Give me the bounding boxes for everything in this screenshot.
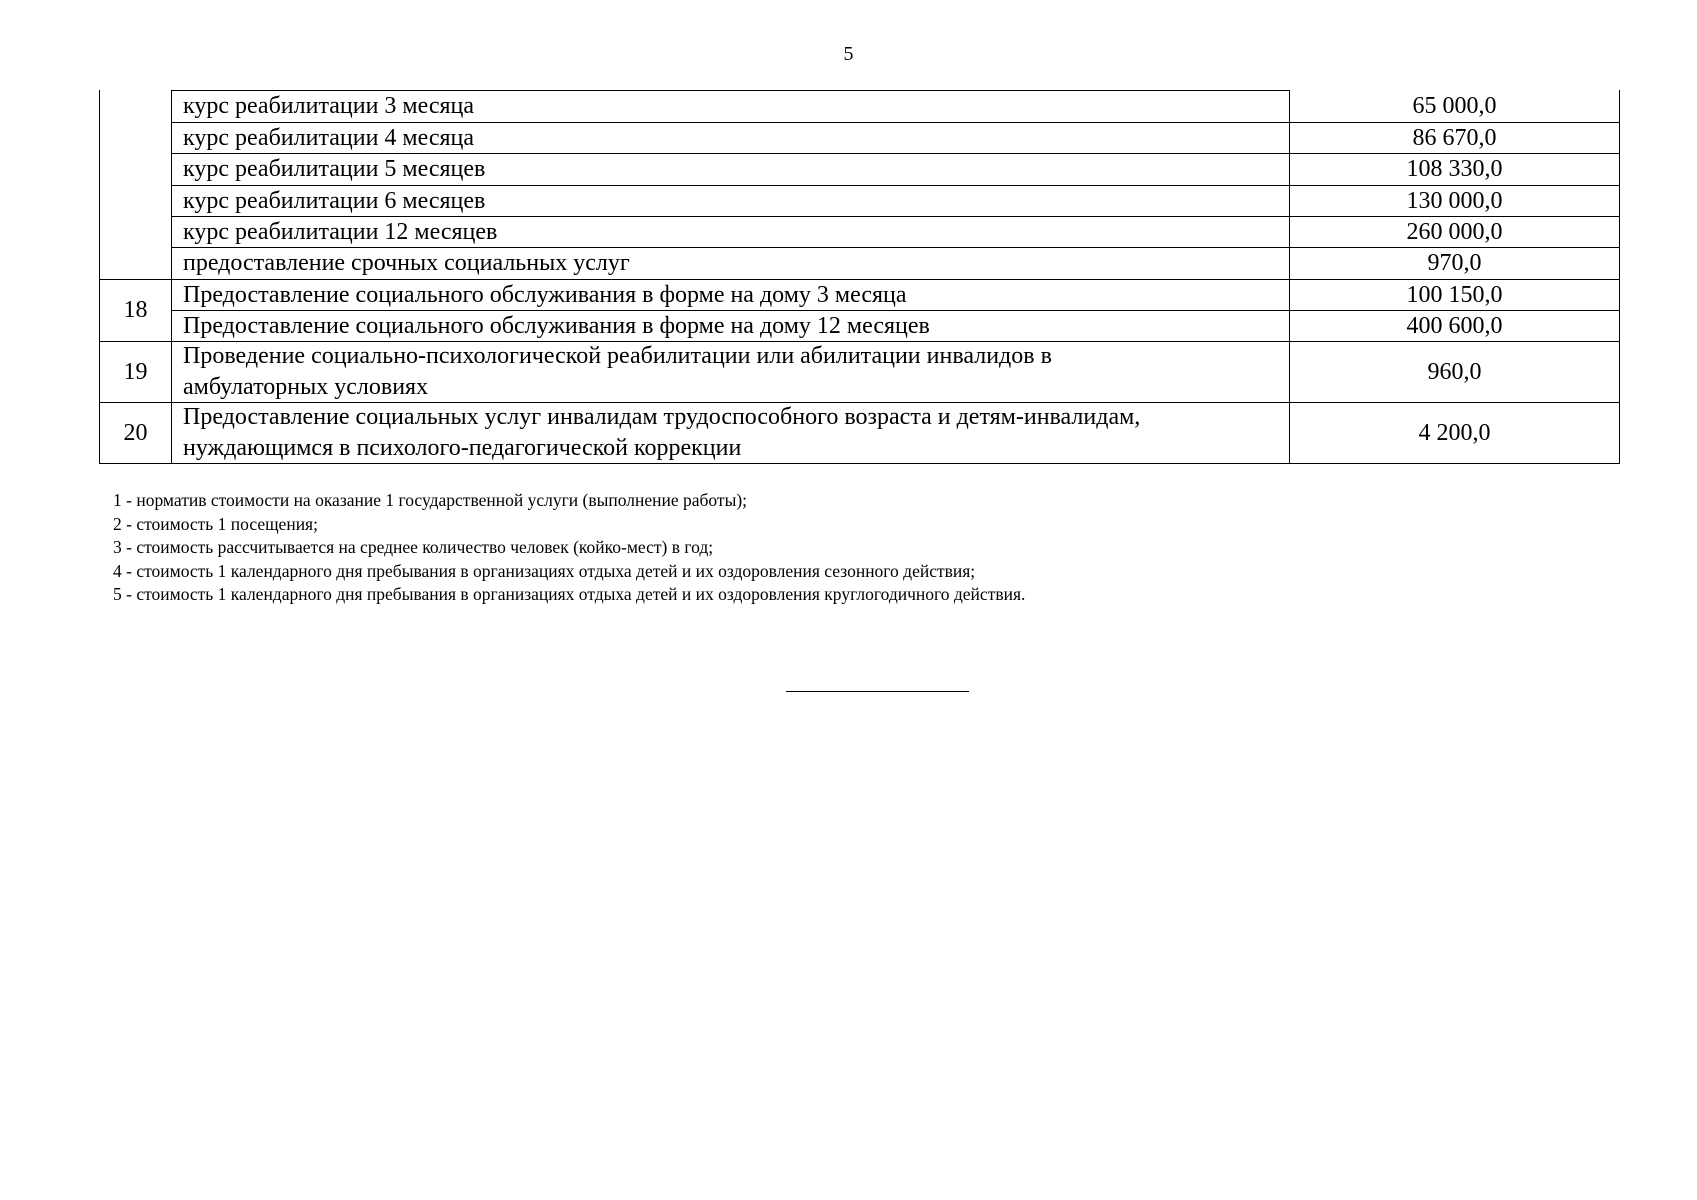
page-number: 5 bbox=[843, 43, 854, 65]
table-border-right bbox=[1619, 90, 1620, 464]
row-number: 18 bbox=[123, 297, 148, 323]
cost-cell: 100 150,0 bbox=[1406, 281, 1503, 308]
footnote: 5 - стоимость 1 календарного дня пребывания в организациях отдыха детей и их оздоровления круглогодичного действия. bbox=[113, 584, 1026, 604]
service-cell: курс реабилитации 12 месяцев bbox=[183, 218, 498, 245]
cost-cell: 970,0 bbox=[1427, 250, 1482, 276]
cost-cell: 400 600,0 bbox=[1406, 312, 1503, 339]
cost-cell: 130 000,0 bbox=[1406, 187, 1503, 214]
service-cell: Предоставление социального обслуживания в форме на дому 12 месяцев bbox=[183, 312, 930, 339]
footnote: 2 - стоимость 1 посещения; bbox=[113, 513, 318, 534]
footnote: 3 - стоимость рассчитывается на среднее количество человек (койко-мест) в год; bbox=[113, 537, 714, 557]
service-cell bbox=[172, 403, 1289, 463]
service-text-line: нуждающимся в психолого-педагогической коррекции bbox=[183, 435, 742, 461]
service-text-line: Предоставление социальных услуг инвалидам трудоспособного возраста и детям-инвалидам, bbox=[183, 404, 1141, 430]
cost-cell: 260 000,0 bbox=[1406, 218, 1503, 245]
cost-cell: 960,0 bbox=[1427, 358, 1482, 385]
cost-cell: 108 330,0 bbox=[1406, 156, 1503, 182]
cost-cell: 86 670,0 bbox=[1412, 124, 1497, 151]
row-number: 20 bbox=[123, 419, 148, 446]
footnotes bbox=[113, 489, 1025, 607]
service-cell: предоставление срочных социальных услуг bbox=[183, 250, 630, 276]
service-cell: курс реабилитации 4 месяца bbox=[183, 124, 475, 151]
end-of-document-rule bbox=[786, 691, 969, 692]
service-text-line: Проведение социально-психологической реабилитации или абилитации инвалидов в bbox=[183, 343, 1052, 369]
footnote: 4 - стоимость 1 календарного дня пребывания в организациях отдыха детей и их оздоровления сезонного действия; bbox=[113, 560, 976, 581]
footnote: 1 - норматив стоимости на оказание 1 государственной услуги (выполнение работы); bbox=[113, 490, 748, 510]
cost-cell: 4 200,0 bbox=[1418, 419, 1491, 446]
service-cell bbox=[172, 342, 1289, 402]
service-cell: курс реабилитации 3 месяца bbox=[183, 93, 475, 119]
service-text-line: амбулаторных условиях bbox=[183, 374, 429, 400]
row-number: 19 bbox=[123, 358, 148, 385]
service-cell: Предоставление социального обслуживания в форме на дому 3 месяца bbox=[183, 281, 907, 308]
cost-cell: 65 000,0 bbox=[1412, 93, 1497, 119]
service-cell: курс реабилитации 5 месяцев bbox=[183, 156, 486, 182]
service-cell: курс реабилитации 6 месяцев bbox=[183, 187, 486, 214]
